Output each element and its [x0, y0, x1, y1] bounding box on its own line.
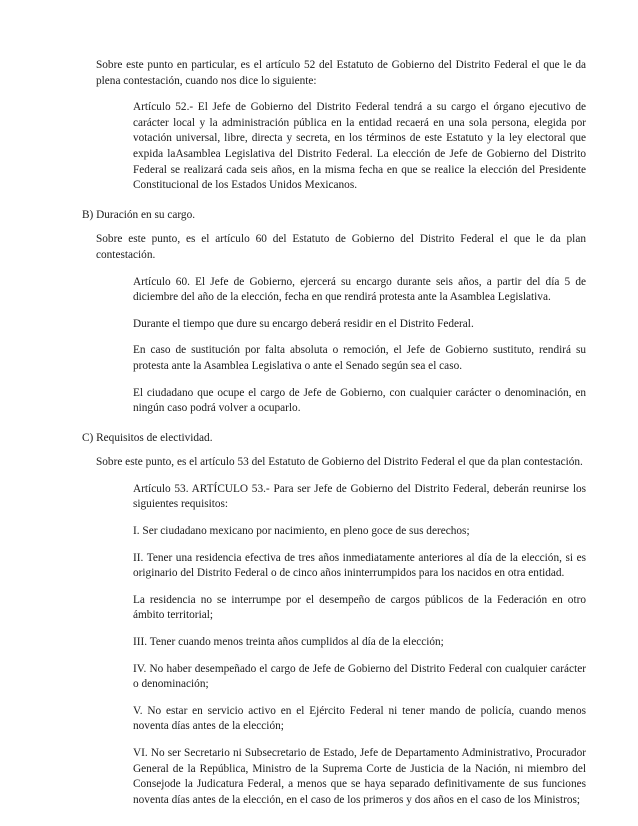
- article-53-quote: Artículo 53. ARTÍCULO 53.- Para ser Jefe de Gobierno del Distrito Federal, deberán reunirse los siguientes requisitos:: [133, 482, 586, 511]
- section-b-intro: Sobre este punto, es el artículo 60 del Estatuto de Gobierno del Distrito Federal el que le da plan contestación.: [96, 233, 586, 261]
- section-heading-b: B) Duración en su cargo.: [82, 208, 196, 221]
- residence-note: La residencia no se interrumpe por el desempeño de cargos públicos de la Federación en otro ámbito territorial;: [133, 593, 586, 622]
- article-60-quote: Artículo 60. El Jefe de Gobierno, ejercerá su encargo durante seis años, a partir del día 5 de diciembre del año de la elección, fecha en que rendirá protesta ante la Asamblea Legislativa.: [133, 275, 586, 304]
- requirement-i: I. Ser ciudadano mexicano por nacimiento, en pleno goce de sus derechos;: [133, 525, 470, 538]
- article-60-substitution: En caso de sustitución por falta absoluta o remoción, el Jefe de Gobierno sustituto, rendirá su protesta ante la Asamblea Legislativa o ante el Senado según sea el caso.: [133, 344, 586, 372]
- section-heading-c: C) Requisitos de electividad.: [82, 431, 213, 444]
- requirement-iv: IV. No haber desempeñado el cargo de Jefe de Gobierno del Distrito Federal con cualquier carácter o denominación;: [133, 662, 586, 691]
- intro-paragraph: Sobre este punto en particular, es el artículo 52 del Estatuto de Gobierno del Distrito Federal el que le da plena contestación, cuando nos dice lo siguiente:: [96, 59, 586, 87]
- article-60-residence: Durante el tiempo que dure su encargo deberá residir en el Distrito Federal.: [133, 317, 474, 330]
- section-c-intro: Sobre este punto, es el artículo 53 del Estatuto de Gobierno del Distrito Federal el que da plan contestación.: [96, 456, 583, 469]
- requirement-v: V. No estar en servicio activo en el Ejército Federal ni tener mando de policía, cuando menos noventa días antes de la elección;: [133, 704, 586, 733]
- requirement-vi: VI. No ser Secretario ni Subsecretario de Estado, Jefe de Departamento Administrativo, Procurador General de la República, Ministro de la Suprema Corte de Justicia de la Nación, ni miembro del Consejode la Judicatura Federal, a menos que se haya separado definitivamente de sus funciones noventa días antes de la elección, en el caso de los primeros y dos años en el caso de los Ministros;: [133, 747, 586, 806]
- requirement-ii: II. Tener una residencia efectiva de tres años inmediatamente anteriores al día de la elección, si es originario del Distrito Federal o de cinco años ininterrumpidos para los nacidos en otra entidad.: [133, 551, 586, 580]
- article-60-no-reelection: El ciudadano que ocupe el cargo de Jefe de Gobierno, con cualquier carácter o denominación, en ningún caso podrá volver a ocuparlo.: [133, 386, 586, 415]
- article-52-quote: Artículo 52.- El Jefe de Gobierno del Distrito Federal tendrá a su cargo el órgano ejecutivo de carácter local y la administración pública en la entidad recaerá en una sola persona, elegida por votación universal, libre, directa y secreta, en los términos de este Estatuto y la ley electoral que expida laAsamblea Legislativa del Distrito Federal. La elección de Jefe de Gobierno del Distrito Federal se realizará cada seis años, en la misma fecha en que se realice la elección del Presidente Constitucional de los Estados Unidos Mexicanos.: [133, 101, 586, 192]
- requirement-iii: III. Tener cuando menos treinta años cumplidos al día de la elección;: [133, 636, 444, 649]
